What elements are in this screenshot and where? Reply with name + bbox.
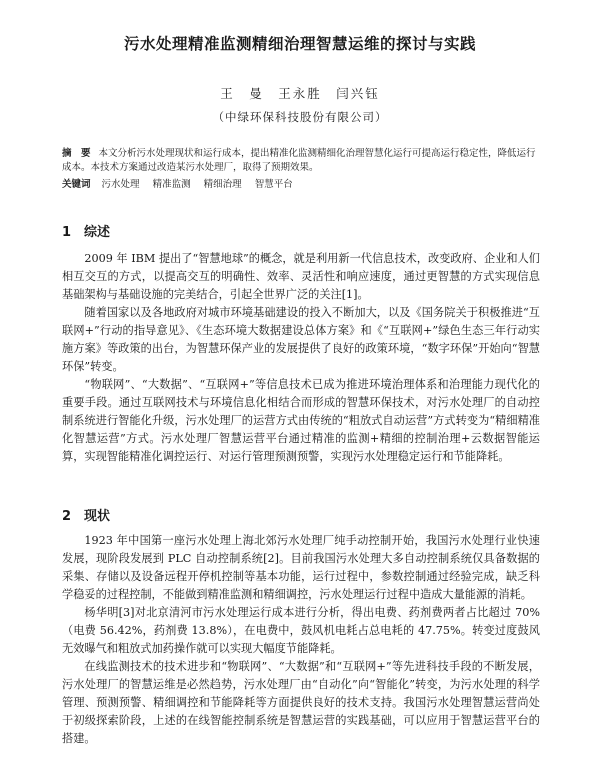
paragraph: 1923 年中国第一座污水处理上海北郊污水处理厂纯手动控制开始，我国污水处理行业快速发展，现阶段发展到 PLC 自动控制系统[2]。目前我国污水处理大多自动控制系统仅具备数据的采集、存储以及设备远程开停机控制等基本功能，运行过程中，参数控制通过经验完成，缺乏科学稳妥的过程控制，不能做到精准监测和精细调控，污水处理运行过程中造成大量能源的消耗。 — [62, 534, 540, 601]
keywords — [62, 176, 540, 190]
abstract-label: 摘 要 — [62, 148, 91, 159]
keyword: 精准监测 — [152, 179, 191, 190]
section-heading-1 — [62, 221, 110, 240]
keyword: 精细治理 — [203, 179, 242, 190]
abstract — [62, 147, 540, 174]
abstract-text: 本文分析污水处理现状和运行成本，提出精准化监测精细化治理智慧化运行可提高运行稳定性，降低运行成本。本技术方案通过改造某污水处理厂，取得了预期效果。 — [62, 148, 536, 173]
section-number: 1 — [62, 225, 72, 240]
paragraph: 2009 年 IBM 提出了“智慧地球”的概念，就是利用新一代信息技术，改变政府、企业和人们相互交互的方式，以提高交互的明确性、效率、灵活性和响应速度，通过更智慧的方式实现信息基础架构与基础设施的完美结合，引起全世界广泛的关注[1]。 — [62, 252, 540, 301]
section-body-1 — [62, 250, 540, 466]
author-list: 王 曼 王永胜 闫兴钰 — [220, 86, 380, 101]
section-number: 2 — [62, 509, 72, 524]
section-body-2 — [62, 532, 540, 748]
paragraph: “物联网”、“大数据”、“互联网+”等信息技术已成为推进环境治理体系和治理能力现代化的重要手段。通过互联网技术与环境信息化相结合而形成的智慧环保技术，对污水处理厂的自动控制系统进行智能化升级，污水处理厂的运营方式由传统的“粗放式自动运营”方式转变为“精细精准化智慧运营”方式。污水处理厂智慧运营平台通过精准的监测+精细的控制治理+云数据智能运算，实现智能精准化调控运行、对运行管理预测预警，实现污水处理稳定运行和节能降耗。 — [62, 378, 540, 463]
section-title: 综述 — [84, 225, 111, 240]
keyword: 智慧平台 — [254, 179, 293, 190]
paragraph: 在线监测技术的技术进步和“物联网”、“大数据”和“互联网+”等先进科技手段的不断发展，污水处理厂的智慧运维是必然趋势，污水处理厂由“自动化”向“智能化”转变，为污水处理的科学管理、预测预警、精细调控和节能降耗等方面提供良好的技术支持。我国污水处理智慧运营尚处于初级探索阶段，上述的在线智能控制系统是智慧运营的实践基础，可以应用于智慧运营平台的搭建。 — [62, 660, 540, 745]
paper-title: 污水处理精准监测精细治理智慧运维的探讨与实践 — [123, 35, 476, 53]
keyword: 污水处理 — [101, 179, 140, 190]
keywords-label: 关键词 — [62, 179, 91, 190]
affiliation: （中绿环保科技股份有限公司） — [212, 110, 388, 124]
section-title: 现状 — [84, 509, 111, 524]
paragraph: 随着国家以及各地政府对城市环境基础建设的投入不断加大，以及《国务院关于积极推进“互联网+”行动的指导意见》、《生态环境大数据建设总体方案》和《“互联网+”绿色生态三年行动实施方案》等政策的出台，为智慧环保产业的发展提供了良好的政策环境，“数字环保”开始向“智慧环保”转变。 — [62, 306, 540, 373]
section-heading-2 — [62, 505, 110, 524]
paragraph: 杨华明[3]对北京清河市污水处理运行成本进行分析，得出电费、药剂费两者占比超过 70%（电费 56.42%，药剂费 13.8%），在电费中，鼓风机电耗占总电耗的 47.75%。转变过度鼓风无效曝气和粗放式加药操作就可以实现大幅度节能降耗。 — [62, 606, 540, 655]
